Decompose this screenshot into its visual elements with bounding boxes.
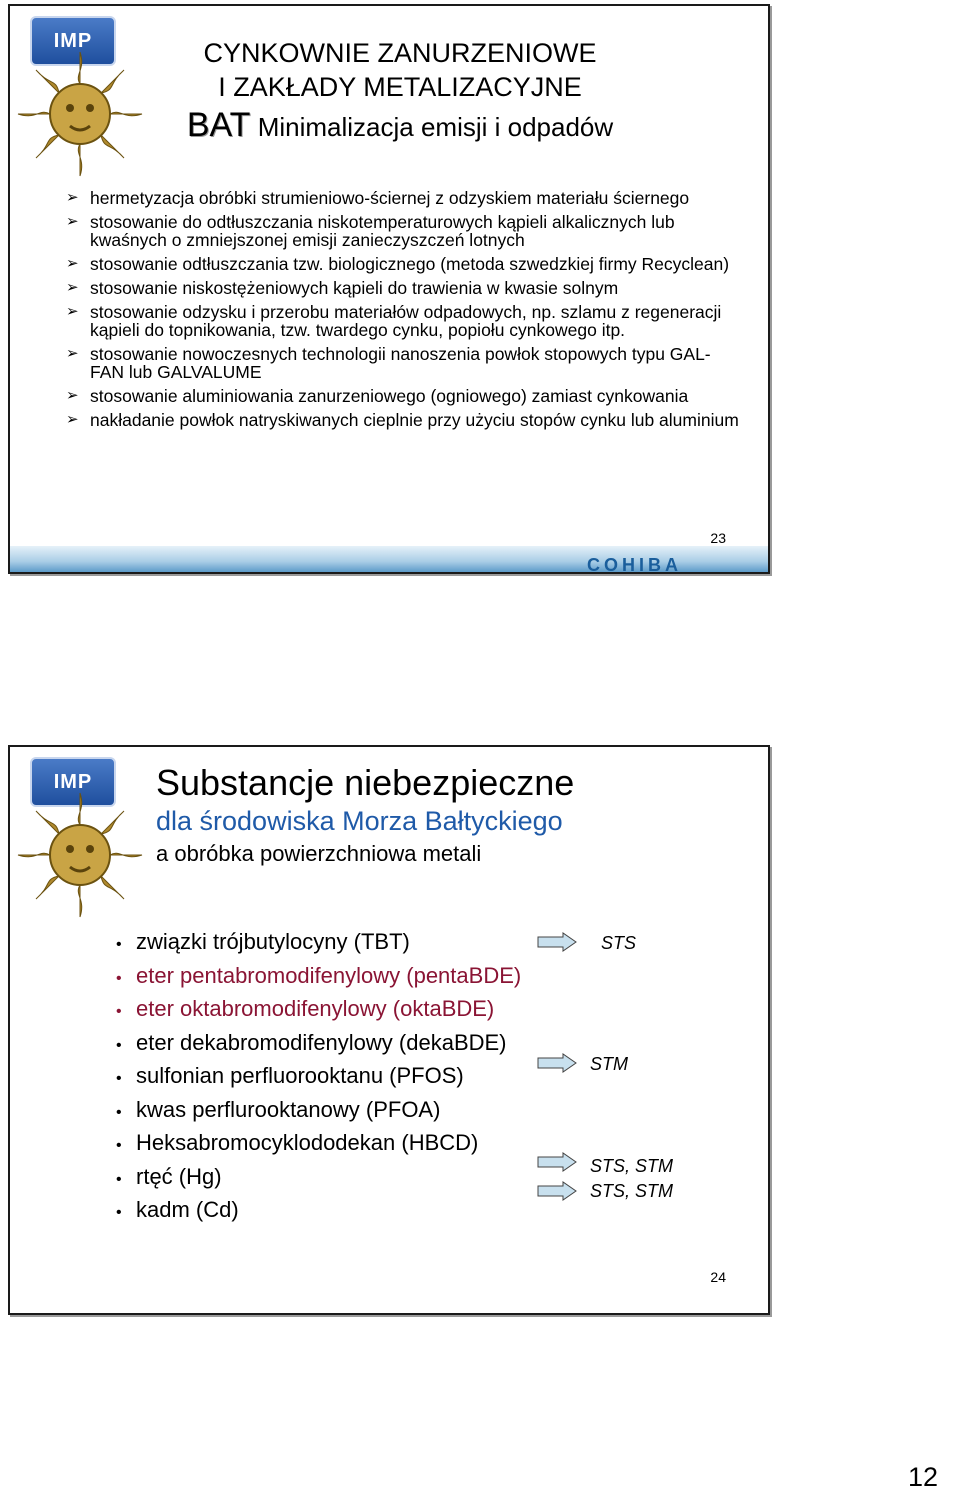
bullet-icon: • <box>116 1137 122 1154</box>
slide-page-number: 23 <box>710 530 726 546</box>
list-item: ➢ stosowanie odtłuszczania tzw. biologicznego (metoda szwedzkiej firmy Recyclean) <box>66 254 730 274</box>
sun-face-icon <box>14 789 146 921</box>
slide-title <box>150 36 650 148</box>
bullet-icon: • <box>116 1170 122 1188</box>
list-item: • Heksabromocyklododekan (HBCD) <box>116 1128 521 1162</box>
list-item: ➢ stosowanie nowoczesnych technologii nanoszenia powłok stopowych typu GAL- FAN lub GALVALUME <box>66 344 711 382</box>
list-item: • sulfonian perfluorooktanu (PFOS) <box>116 1061 521 1095</box>
chevron-bullet-icon: ➢ <box>66 255 79 272</box>
list-item: • kadm (Cd) <box>116 1195 521 1229</box>
arrow-right-icon <box>537 1053 577 1073</box>
cohiba-logo: COHIBA <box>587 555 682 574</box>
chevron-bullet-icon: ➢ <box>66 189 79 206</box>
title-line-3 <box>150 104 650 148</box>
bat-label: BAT <box>186 106 251 144</box>
list-item: • rtęć (Hg) <box>116 1162 521 1196</box>
bat-subtitle: Minimalizacja emisji i odpadów <box>257 112 614 142</box>
bullet-icon: • <box>116 1070 122 1087</box>
sun-face-icon <box>14 48 146 180</box>
chevron-bullet-icon: ➢ <box>66 411 79 428</box>
slide-24 <box>8 745 770 1315</box>
tag-sts-stm: STS, STM <box>590 1181 674 1201</box>
list-item: ➢ stosowanie aluminiowania zanurzeniowego (ogniowego) zamiast cynkowania <box>66 386 689 406</box>
list-item: ➢ hermetyzacja obróbki strumieniowo-ściernej z odzyskiem materiału ściernego <box>66 188 690 208</box>
list-item: • kwas perflurooktanowy (PFOA) <box>116 1095 521 1129</box>
list-item: • eter oktabromodifenylowy (oktaBDE) <box>116 994 521 1028</box>
arrow-right-icon <box>537 1152 577 1172</box>
bullet-icon: • <box>116 1204 122 1221</box>
tag-stm: STM <box>590 1054 628 1074</box>
list-item: ➢ stosowanie odzysku i przerobu materiałów odpadowych, np. szlamu z regeneracji kąpieli do topnikowania, tzw. twardego cynku, popiołu cynkowego itp. <box>66 302 722 340</box>
list-item: ➢ nakładanie powłok natryskiwanych cieplnie przy użyciu stopów cynku lub aluminium <box>66 410 739 430</box>
slide-23 <box>8 4 770 574</box>
arrow-right-icon <box>537 1181 577 1201</box>
list-item: • związki trójbutylocyny (TBT) <box>116 927 521 961</box>
title-sub: dla środowiska Morza Bałtyckiego <box>156 806 563 836</box>
list-item: ➢ stosowanie do odtłuszczania niskotemperaturowych kąpieli alkalicznych lub kwaśnych o zmniejszonej emisji zanieczyszczeń lotnych <box>66 212 675 250</box>
chevron-bullet-icon: ➢ <box>66 213 79 230</box>
chevron-bullet-icon: ➢ <box>66 303 79 320</box>
slide-page-number: 24 <box>710 1269 726 1285</box>
bullet-icon: • <box>116 936 122 953</box>
chevron-bullet-icon: ➢ <box>66 387 79 404</box>
chevron-bullet-icon: ➢ <box>66 279 79 296</box>
arrow-right-icon <box>537 932 577 952</box>
bat-list <box>66 189 746 435</box>
list-item: ➢ stosowanie niskostężeniowych kąpieli do trawienia w kwasie solnym <box>66 278 619 298</box>
tag-sts: STS <box>601 933 637 953</box>
tag-sts-stm: STS, STM <box>590 1156 674 1176</box>
bullet-icon: • <box>116 1036 122 1054</box>
page-number: 12 <box>907 1462 938 1492</box>
list-item: • eter dekabromodifenylowy (dekaBDE) <box>116 1028 521 1062</box>
title-sub2: a obróbka powierzchniowa metali <box>156 841 482 866</box>
bullet-icon: • <box>116 969 122 987</box>
substances-list <box>116 927 521 1229</box>
bullet-icon: • <box>116 1103 122 1121</box>
title-line-1: CYNKOWNIE ZANURZENIOWE <box>203 38 597 68</box>
slide-title <box>156 762 574 870</box>
title-main: Substancje niebezpieczne <box>156 762 575 803</box>
imp-logo: IMP <box>30 16 116 66</box>
bullet-icon: • <box>116 1003 122 1020</box>
chevron-bullet-icon: ➢ <box>66 345 79 362</box>
imp-logo: IMP <box>30 757 116 807</box>
list-item: • eter pentabromodifenylowy (pentaBDE) <box>116 961 521 995</box>
title-line-2: I ZAKŁADY METALIZACYJNE <box>218 72 582 102</box>
